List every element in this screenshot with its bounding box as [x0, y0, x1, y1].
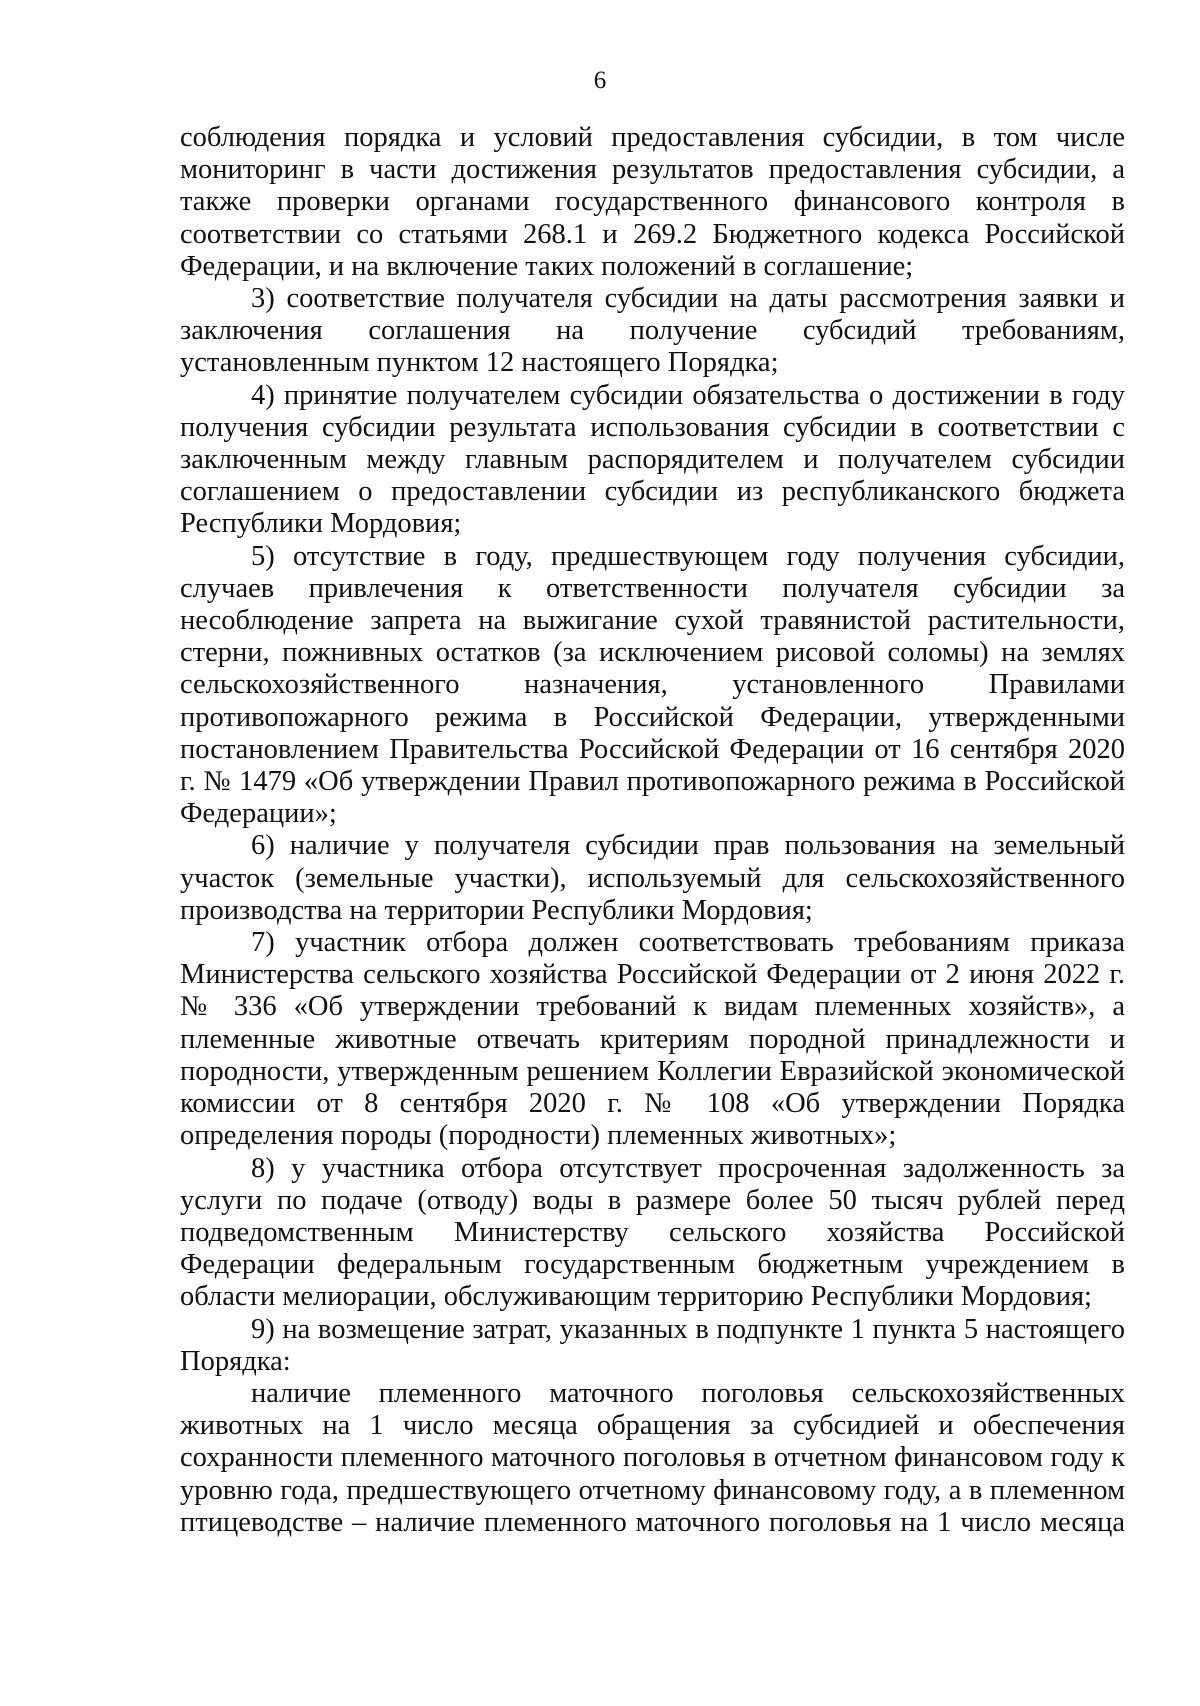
- paragraph-item-3: 3) соответствие получателя субсидии на даты рассмотрения заявки и заключения соглашения на получение субсидий требованиям, установленным пунктом 12 настоящего Порядка;: [180, 283, 1125, 379]
- paragraph-item-6: 6) наличие у получателя субсидии прав пользования на земельный участок (земельные участки), используемый для сельскохозяйственного производства на территории Республики Мордовия;: [180, 830, 1125, 926]
- document-body: [180, 122, 1125, 1539]
- paragraph-item-8: 8) у участника отбора отсутствует просроченная задолженность за услуги по подаче (отводу) воды в размере более 50 тысяч рублей перед подведомственным Министерству сельского хозяйства Российской Федерации федеральным государственным бюджетным учреждением в области мелиорации, обслуживающим территорию Республики Мордовия;: [180, 1152, 1125, 1313]
- paragraph-item-5: 5) отсутствие в году, предшествующем году получения субсидии, случаев привлечения к ответственности получателя субсидии за несоблюдение запрета на выжигание сухой травянистой растительности, стерни, пожнивных остатков (за исключением рисовой соломы) на землях сельскохозяйственного назначения, установленного Правилами противопожарного режима в Российской Федерации, утвержденными постановлением Правительства Российской Федерации от 16 сентября 2020 г. № 1479 «Об утверждении Правил противопожарного режима в Российской Федерации»;: [180, 540, 1125, 830]
- paragraph-item-9: 9) на возмещение затрат, указанных в подпункте 1 пункта 5 настоящего Порядка:: [180, 1313, 1125, 1377]
- paragraph-item-9-detail: наличие племенного маточного поголовья сельскохозяйственных животных на 1 число месяца обращения за субсидией и обеспечения сохранности племенного маточного поголовья в отчетном финансовом году к уровню года, предшествующего отчетному финансовому году, а в племенном птицеводстве – наличие племенного маточного поголовья на 1 число месяца: [180, 1377, 1125, 1538]
- paragraph-item-4: 4) принятие получателем субсидии обязательства о достижении в году получения субсидии результата использования субсидии в соответствии с заключенным между главным распорядителем и получателем субсидии соглашением о предоставлении субсидии из республиканского бюджета Республики Мордовия;: [180, 379, 1125, 540]
- page-number: 6: [593, 67, 607, 94]
- paragraph-continuation: соблюдения порядка и условий предоставления субсидии, в том числе мониторинг в части достижения результатов предоставления субсидии, а также проверки органами государственного финансового контроля в соответствии со статьями 268.1 и 269.2 Бюджетного кодекса Российской Федерации, и на включение таких положений в соглашение;: [180, 122, 1125, 282]
- paragraph-item-7: 7) участник отбора должен соответствовать требованиям приказа Министерства сельского хозяйства Российской Федерации от 2 июня 2022 г. № 336 «Об утверждении требований к видам племенных хозяйств», а племенные животные отвечать критериям породной принадлежности и породности, утвержденным решением Коллегии Евразийской экономической комиссии от 8 сентября 2020 г. № 108 «Об утверждении Порядка определения породы (породности) племенных животных»;: [180, 927, 1125, 1152]
